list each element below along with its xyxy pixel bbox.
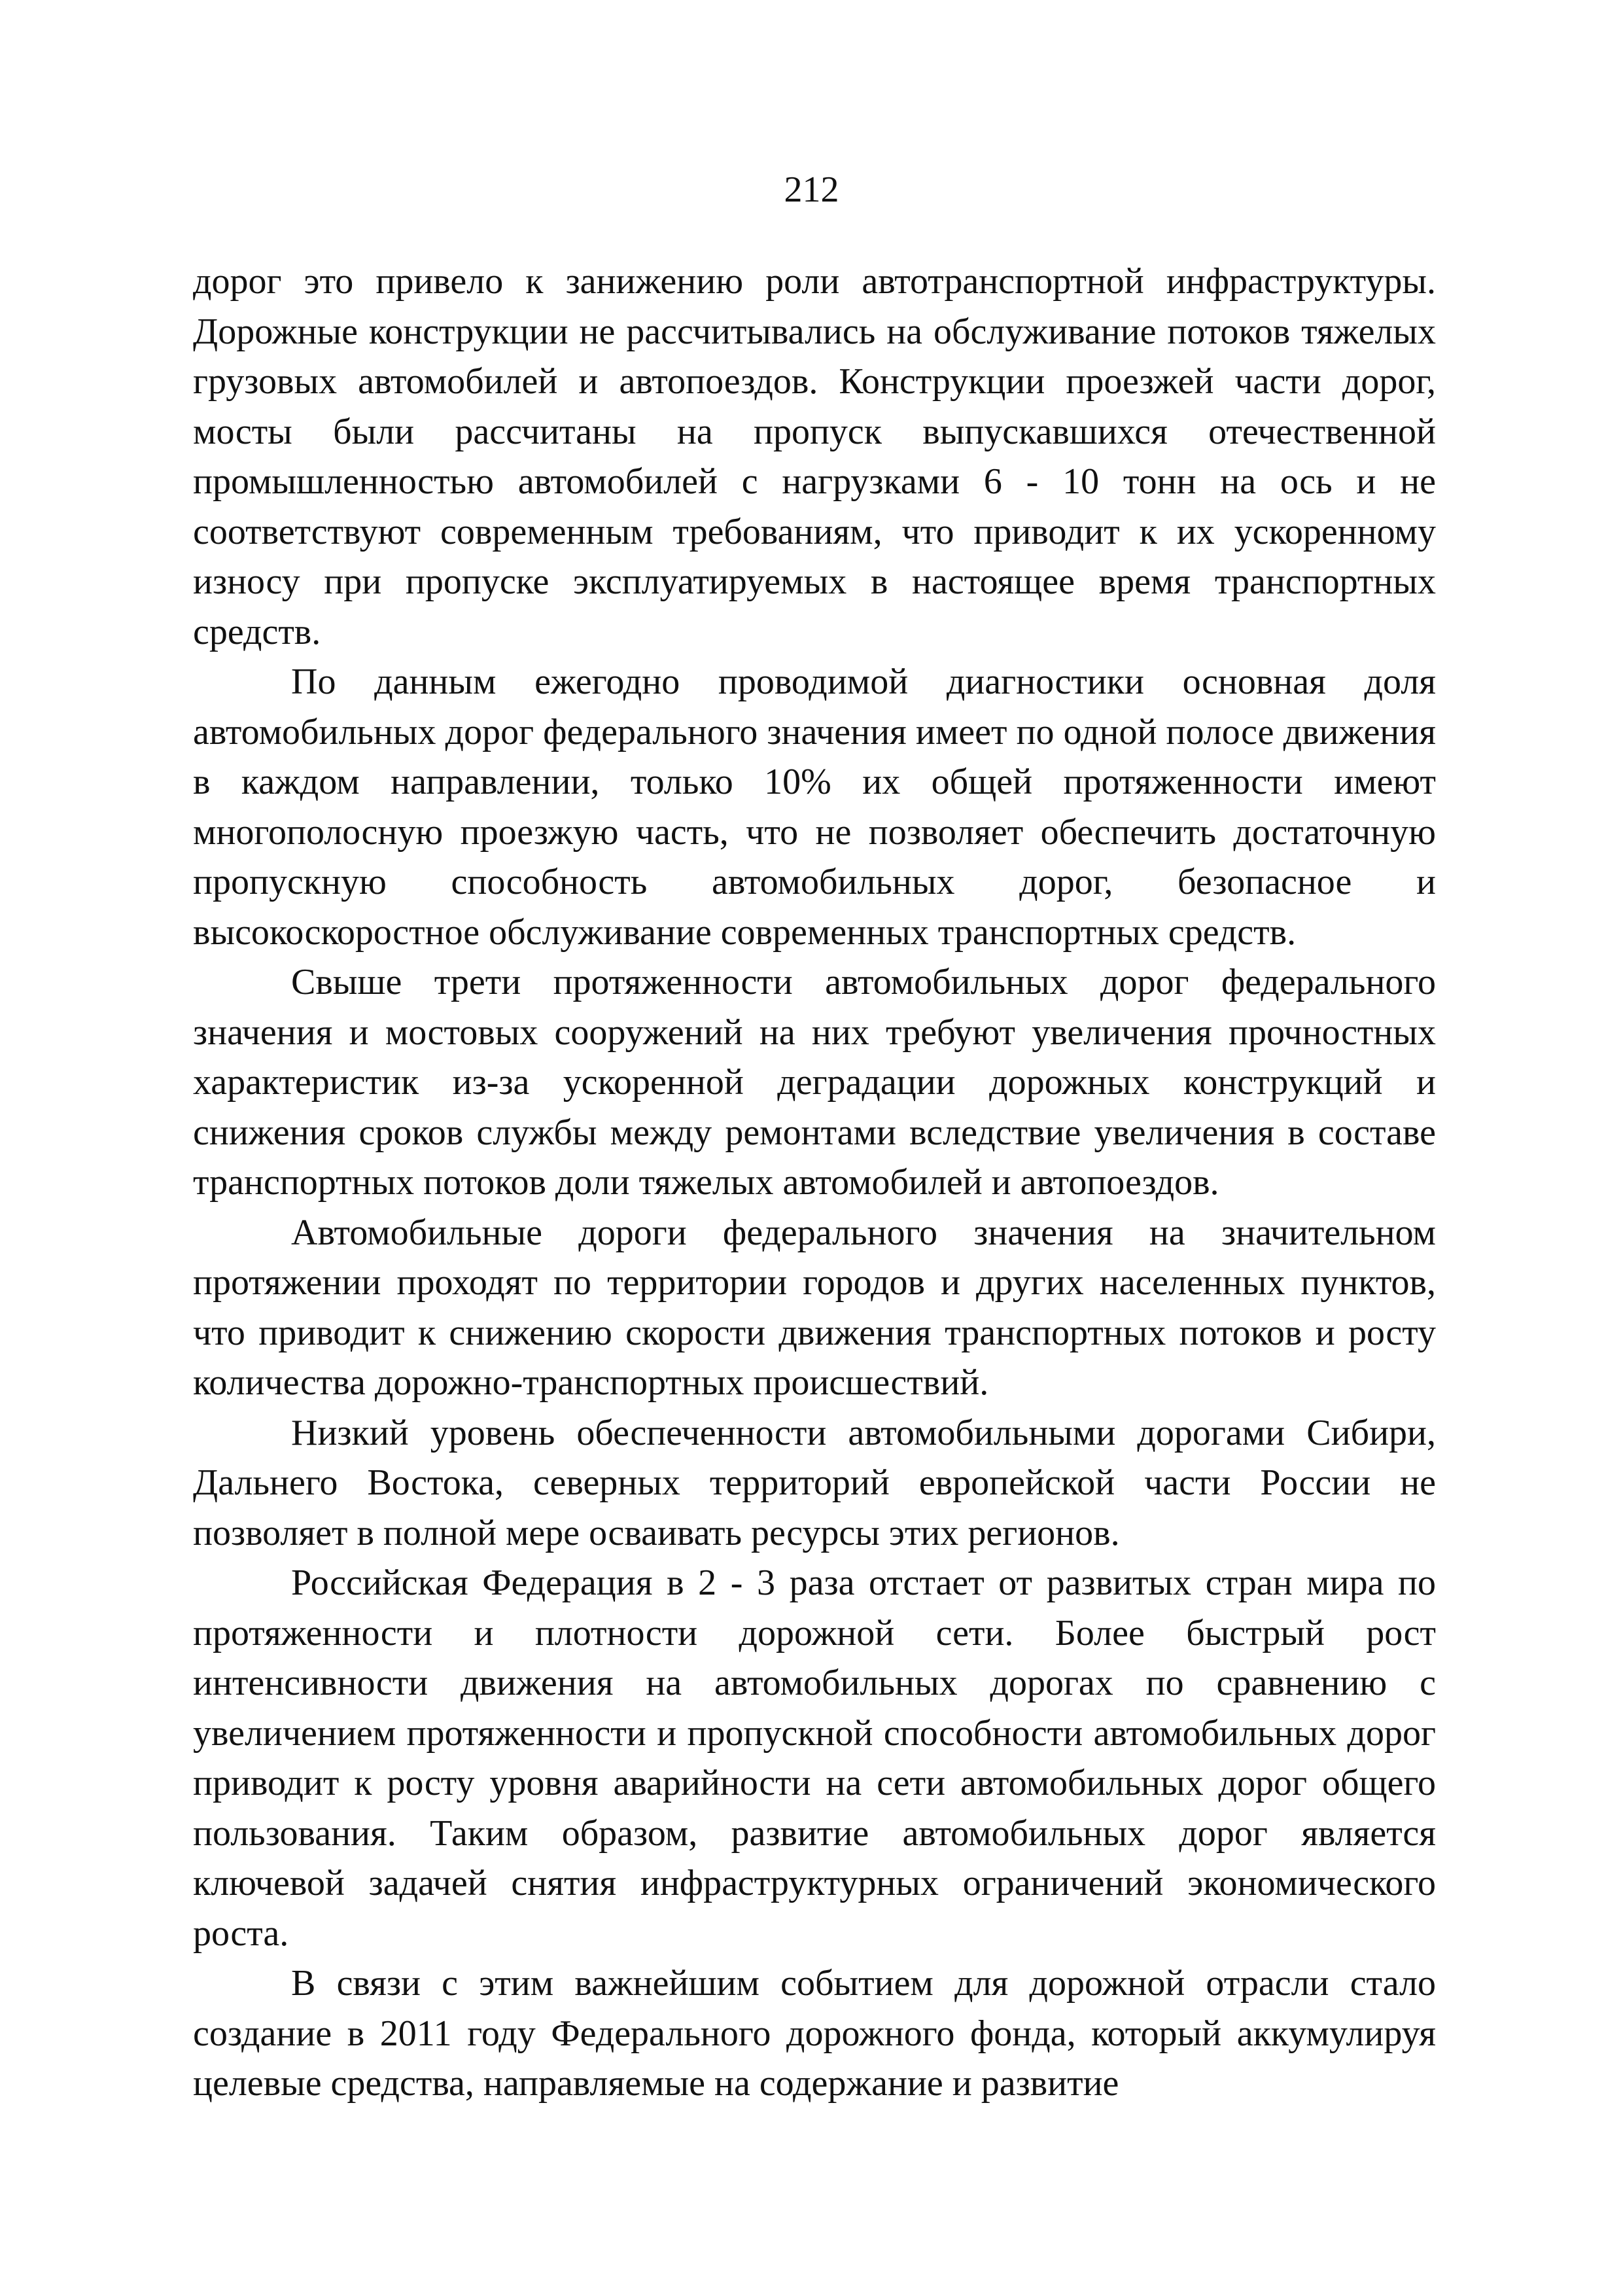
paragraph: В связи с этим важнейшим событием для дорожной отрасли стало создание в 2011 году Федерального дорожного фонда, который аккумулируя целевые средства, направляемые на содержание и развитие: [193, 1963, 1436, 2104]
page-number: 212: [784, 169, 839, 210]
body-text: [193, 256, 1436, 2109]
paragraph: дорог это привело к занижению роли автотранспортной инфраструктуры. Дорожные конструкции не рассчитывались на обслуживание потоков тяжелых грузовых автомобилей и автопоездов. Конструкции проезжей части дорог, мосты были рассчитаны на пропуск выпускавшихся отечественной промышленностью автомобилей с нагрузками 6 - 10 тонн на ось и не соответствуют современным требованиям, что приводит к их ускоренному износу при пропуске эксплуатируемых в настоящее время транспортных средств.: [193, 261, 1436, 652]
paragraph: Российская Федерация в 2 - 3 раза отстает от развитых стран мира по протяженности и плотности дорожной сети. Более быстрый рост интенсивности движения на автомобильных дорогах по сравнению с увеличением протяженности и пропускной способности автомобильных дорог приводит к росту уровня аварийности на сети автомобильных дорог общего пользования. Таким образом, развитие автомобильных дорог является ключевой задачей снятия инфраструктурных ограничений экономического роста.: [193, 1563, 1436, 1954]
paragraph: Свыше трети протяженности автомобильных дорог федерального значения и мостовых сооружений на них требуют увеличения прочностных характеристик из-за ускоренной деградации дорожных конструкций и снижения сроков службы между ремонтами вследствие увеличения в составе транспортных потоков доли тяжелых автомобилей и автопоездов.: [193, 962, 1436, 1203]
paragraph: Автомобильные дороги федерального значения на значительном протяжении проходят по территории городов и других населенных пунктов, что приводит к снижению скорости движения транспортных потоков и росту количества дорожно-транспортных происшествий.: [193, 1212, 1436, 1403]
paragraph: Низкий уровень обеспеченности автомобильными дорогами Сибири, Дальнего Востока, северных территорий европейской части России не позволяет в полной мере осваивать ресурсы этих регионов.: [193, 1412, 1436, 1553]
paragraph: По данным ежегодно проводимой диагностики основная доля автомобильных дорог федерального значения имеет по одной полосе движения в каждом направлении, только 10% их общей протяженности имеют многополосную проезжую часть, что не позволяет обеспечить достаточную пропускную способность автомобильных дорог, безопасное и высокоскоростное обслуживание современных транспортных средств.: [193, 662, 1436, 953]
